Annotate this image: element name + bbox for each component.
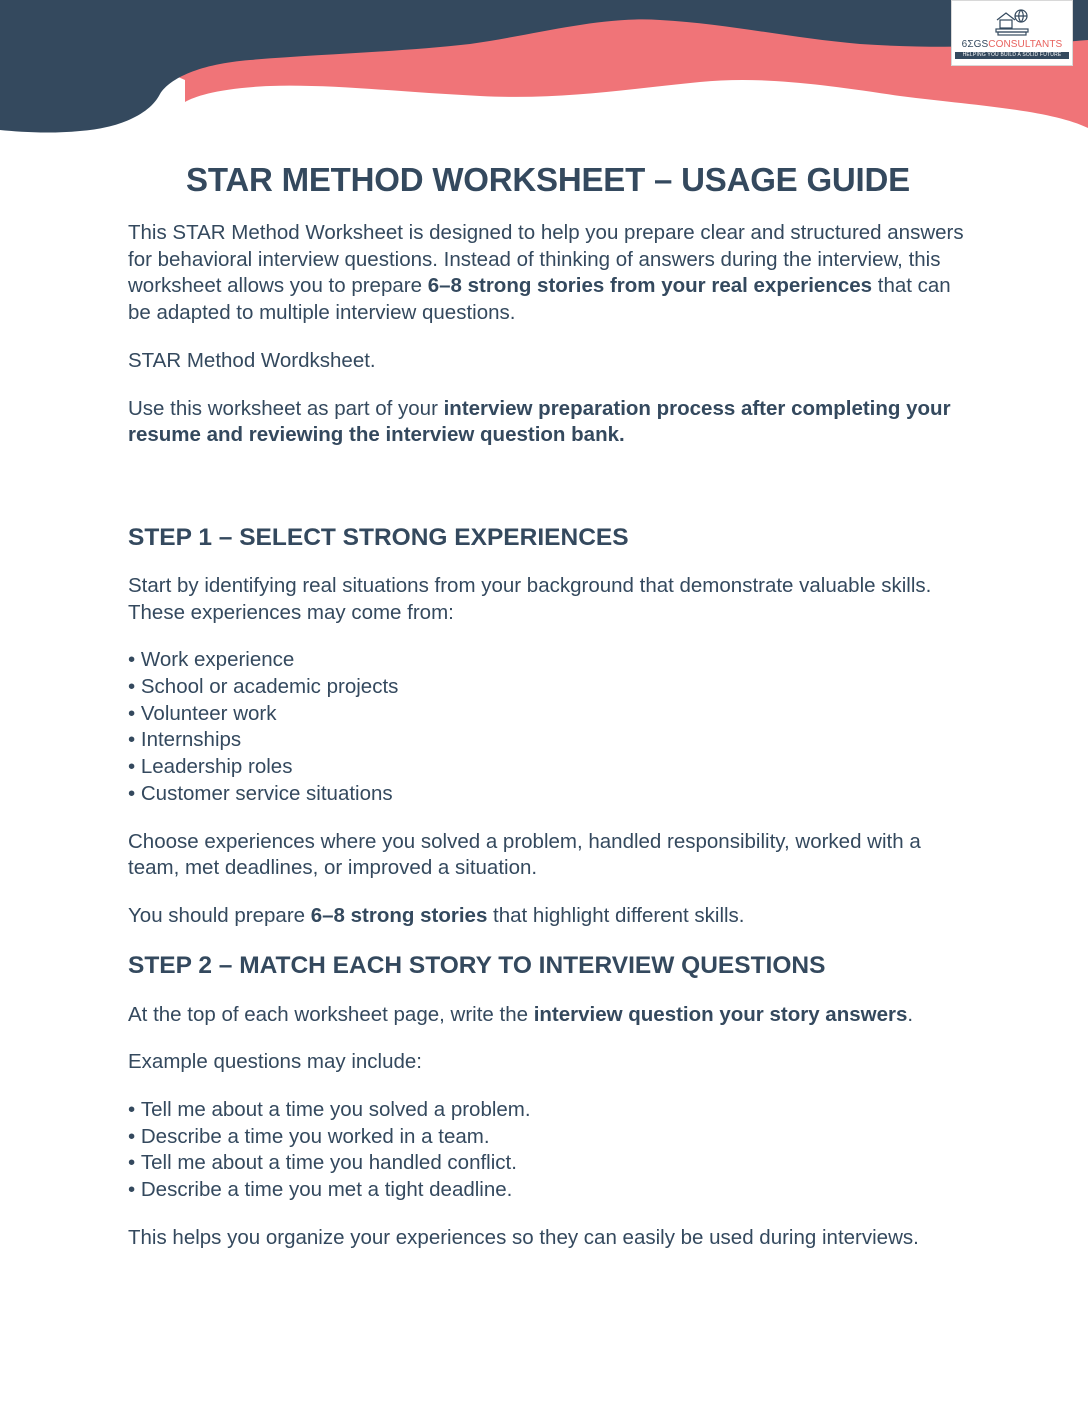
main-content (128, 160, 968, 1252)
list-item: • Volunteer work (128, 701, 968, 728)
logo-tagline: HELPING YOU BUILD A SOLID FUTURE (955, 52, 1069, 59)
step2-heading: STEP 2 – MATCH EACH STORY TO INTERVIEW QUESTIONS (128, 951, 826, 979)
list-item: • Internships (128, 727, 968, 754)
list-item: • Tell me about a time you handled conflict. (128, 1150, 968, 1177)
list-item: • Work experience (128, 647, 968, 674)
step1-choose: Choose experiences where you solved a problem, handled responsibility, worked with a team, met deadlines, or improved a situation. (128, 829, 921, 880)
page-title: STAR METHOD WORKSHEET – USAGE GUIDE (186, 161, 910, 198)
intro-note: STAR Method Wordksheet. (128, 348, 376, 372)
house-globe-books-icon (991, 4, 1033, 38)
step1-heading: STEP 1 – SELECT STRONG EXPERIENCES (128, 523, 629, 551)
step2-intro: At the top of each worksheet page, write the interview question your story answers. (128, 1002, 914, 1026)
logo-brand-text: 6ΣGSCONSULTANTS (961, 39, 1063, 50)
company-logo (951, 0, 1073, 66)
intro-usage: Use this worksheet as part of your interview preparation process after completing your resume and reviewing the interview question bank. (128, 396, 951, 447)
list-item: • Leadership roles (128, 754, 968, 781)
step1-experience-list (128, 647, 968, 807)
step1-intro: Start by identifying real situations from your background that demonstrate valuable skills. These experiences may come from: (128, 573, 932, 624)
header-wave-decoration (0, 0, 1088, 140)
list-item: • Tell me about a time you solved a problem. (128, 1097, 968, 1124)
list-item: • School or academic projects (128, 674, 968, 701)
list-item: • Describe a time you met a tight deadline. (128, 1177, 968, 1204)
step1-prepare: You should prepare 6–8 strong stories that highlight different skills. (128, 903, 745, 927)
list-item: • Describe a time you worked in a team. (128, 1124, 968, 1151)
list-item: • Customer service situations (128, 781, 968, 808)
intro-paragraph: This STAR Method Worksheet is designed to help you prepare clear and structured answers for behavioral interview questions. Instead of thinking of answers during the interview, this worksheet allows you to prepare 6–8 strong stories from your real experiences that can be adapted to multiple interview questions. (128, 221, 964, 325)
step2-question-list (128, 1097, 968, 1204)
step2-summary: This helps you organize your experiences so they can easily be used during interviews. (128, 1225, 919, 1249)
step2-examples-label: Example questions may include: (128, 1050, 422, 1074)
